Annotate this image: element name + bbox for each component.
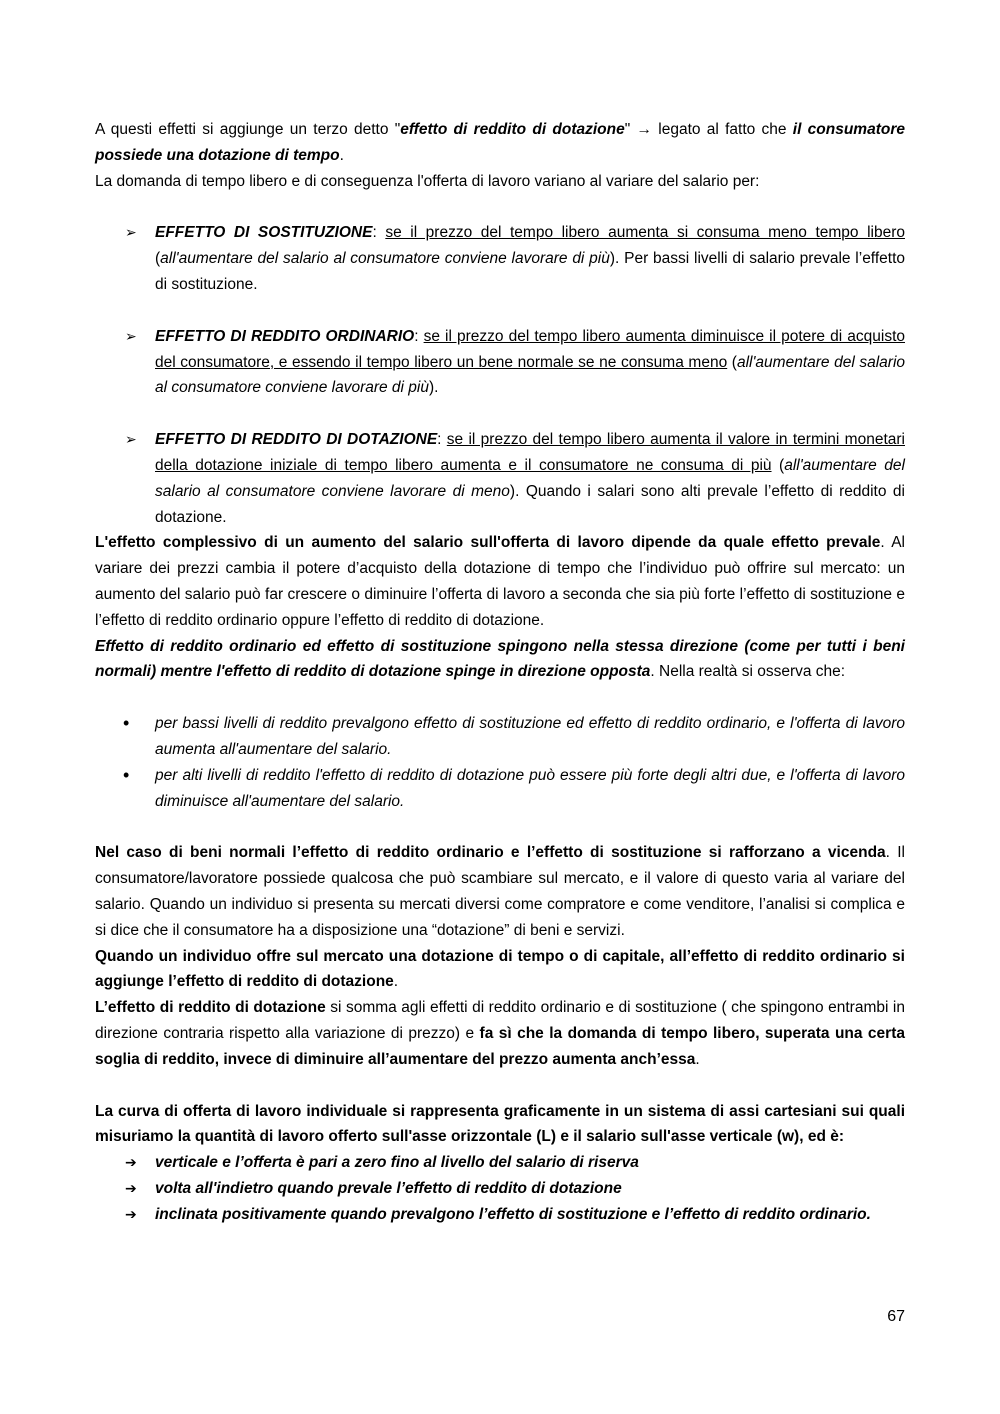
right-arrow-icon: ➔ — [125, 1179, 137, 1196]
list-item — [95, 763, 905, 815]
bullet-dot-icon: • — [123, 713, 130, 734]
paren-open: ( — [771, 456, 785, 474]
intro-quote: " — [624, 121, 637, 138]
overall-text: . Al variare dei prezzi cambia il potere d’acquisto della dotazione di tempo che l’individuo può offrire sul mercato: un aumento del salario può far crescere o diminuire l’offerta di lavoro a seconda che sia più forte l’effetto di sostituzione e l’effetto di reddito ordinario oppure l’effetto di reddito di dotazione. — [95, 534, 905, 629]
normal-goods-paragraph — [95, 840, 905, 943]
effect-title: EFFETTO DI SOSTITUZIONE — [155, 224, 373, 242]
intro-line-2: La domanda di tempo libero e di conseguenza l'offerta di lavoro variano al variare del salario per: — [95, 172, 760, 190]
page-number: 67 — [887, 1308, 905, 1325]
endowment-effect-bold: L’effetto di reddito di dotazione — [95, 999, 326, 1017]
curve-item-text: volta all'indietro quando prevale l’effetto di reddito di dotazione — [155, 1179, 622, 1197]
bullet-dot-icon: • — [123, 764, 130, 785]
paren-open: ( — [727, 353, 737, 371]
direction-text: . Nella realtà si osserva che: — [650, 663, 846, 681]
effect-note: all'aumentare del salario al consumatore conviene lavorare di più — [160, 250, 610, 268]
intro-end: . — [339, 146, 344, 164]
effect-rest: ). — [429, 379, 439, 397]
intro-text-2: legato al fatto che — [652, 121, 793, 138]
curve-item — [95, 1176, 905, 1202]
endowment-effect-end: . — [695, 1050, 700, 1068]
arrowhead-bullet-icon: ➢ — [125, 327, 137, 344]
list-item-text: per bassi livelli di reddito prevalgono effetto di sostituzione ed effetto di reddito ordinario, e l'offerta di lavoro aumenta all'aumentare del salario. — [155, 715, 905, 758]
endowment-paragraph — [95, 944, 905, 996]
separator: : — [372, 224, 386, 242]
direction-emphasis: Effetto di reddito ordinario ed effetto di sostituzione spingono nella stessa direzione (come per tutti i beni normali) mentre l'effetto di reddito di dotazione spinge in direzione opposta — [95, 637, 905, 681]
effect-rest: ). Quando i salari sono alti prevale l’effetto di reddito di dotazione. — [155, 482, 905, 526]
effect-item-endowment-income — [95, 427, 905, 530]
list-item — [95, 711, 905, 763]
normal-goods-bold: Nel caso di beni normali l’effetto di reddito ordinario e l’effetto di sostituzione si rafforzano a vicenda — [95, 844, 886, 862]
endowment-effect-paragraph — [95, 995, 905, 1072]
curve-paragraph: La curva di offerta di lavoro individuale si rappresenta graficamente in un sistema di assi cartesiani sui quali misuriamo la quantità di lavoro offerto sull'asse orizzontale (L) e il salario sull'asse verticale (w), ed è: — [95, 1102, 905, 1146]
intro-term: effetto di reddito di dotazione — [400, 121, 625, 138]
intro-emphasis: il consumatore possiede una dotazione di tempo — [95, 121, 905, 164]
curve-item-text: inclinata positivamente quando prevalgono l’effetto di sostituzione e l’effetto di reddito ordinario. — [155, 1205, 871, 1223]
endowment-effect-text: si somma agli effetti di reddito ordinario e di sostituzione ( che spingono entrambi in direzione contraria rispetto alla variazione di prezzo) e — [95, 999, 905, 1042]
effect-title: EFFETTO DI REDDITO ORDINARIO — [155, 327, 415, 345]
overall-effect-paragraph — [95, 530, 905, 633]
curve-item — [95, 1150, 905, 1176]
curve-item — [95, 1202, 905, 1228]
effect-title: EFFETTO DI REDDITO DI DOTAZIONE — [155, 431, 438, 449]
intro-text: A questi effetti si aggiunge un terzo detto " — [95, 121, 401, 138]
effect-definition: se il prezzo del tempo libero aumenta si consuma meno tempo libero — [385, 224, 905, 242]
endowment-bold: Quando un individuo offre sul mercato una dotazione di tempo o di capitale, all’effetto di reddito ordinario si aggiunge l’effetto di reddito di dotazione — [95, 947, 905, 991]
endowment-effect-bold-2: fa sì che la domanda di tempo libero, superata una certa soglia di reddito, invece di diminuire all’aumentare del prezzo aumenta anch’essa — [95, 1024, 905, 1068]
separator: : — [414, 327, 424, 345]
endowment-end: . — [393, 973, 399, 991]
effect-definition: se il prezzo del tempo libero aumenta il valore in termini monetari della dotazione iniziale di tempo libero aumenta e il consumatore ne consuma di più — [155, 431, 905, 474]
direction-paragraph — [95, 634, 905, 686]
arrowhead-bullet-icon: ➢ — [125, 224, 137, 241]
right-arrow-icon: ➔ — [125, 1205, 137, 1222]
arrowhead-bullet-icon: ➢ — [125, 431, 137, 448]
curve-item-text: verticale e l’offerta è pari a zero fino al livello del salario di riserva — [155, 1154, 639, 1172]
effect-item-substitution — [95, 220, 905, 297]
intro-paragraph — [95, 117, 905, 169]
effect-note: all'aumentare del salario al consumatore conviene lavorare di più — [155, 353, 906, 397]
effect-rest: ). Per bassi livelli di salario prevale l’effetto di sostituzione. — [155, 250, 905, 293]
separator: : — [437, 431, 447, 449]
effect-definition: se il prezzo del tempo libero aumenta diminuisce il potere di acquisto del consumatore, e essendo il tempo libero un bene normale se ne consuma meno — [155, 327, 905, 371]
effect-item-ordinary-income — [95, 324, 905, 401]
document-body — [95, 117, 905, 1227]
list-item-text: per alti livelli di reddito l'effetto di reddito di dotazione può essere più forte degli altri due, e l'offerta di lavoro diminuisce all'aumentare del salario. — [155, 766, 905, 810]
effect-note: all'aumentare del salario al consumatore conviene lavorare di meno — [155, 456, 905, 500]
paren-open: ( — [155, 250, 161, 268]
normal-goods-text: . Il consumatore/lavoratore possiede qualcosa che può scambiare sul mercato, e il valore di questo varia al variare del salario. Quando un individuo si presenta su mercati diversi come compratore e come venditore, l’analisi si complica e si dice che il consumatore ha a disposizione una “dotazione” di beni e servizi. — [95, 844, 905, 939]
overall-bold: L'effetto complessivo di un aumento del salario sull'offerta di lavoro dipende da quale effetto prevale — [95, 534, 881, 552]
arrow-icon: → — [636, 121, 653, 138]
right-arrow-icon: ➔ — [125, 1154, 137, 1171]
